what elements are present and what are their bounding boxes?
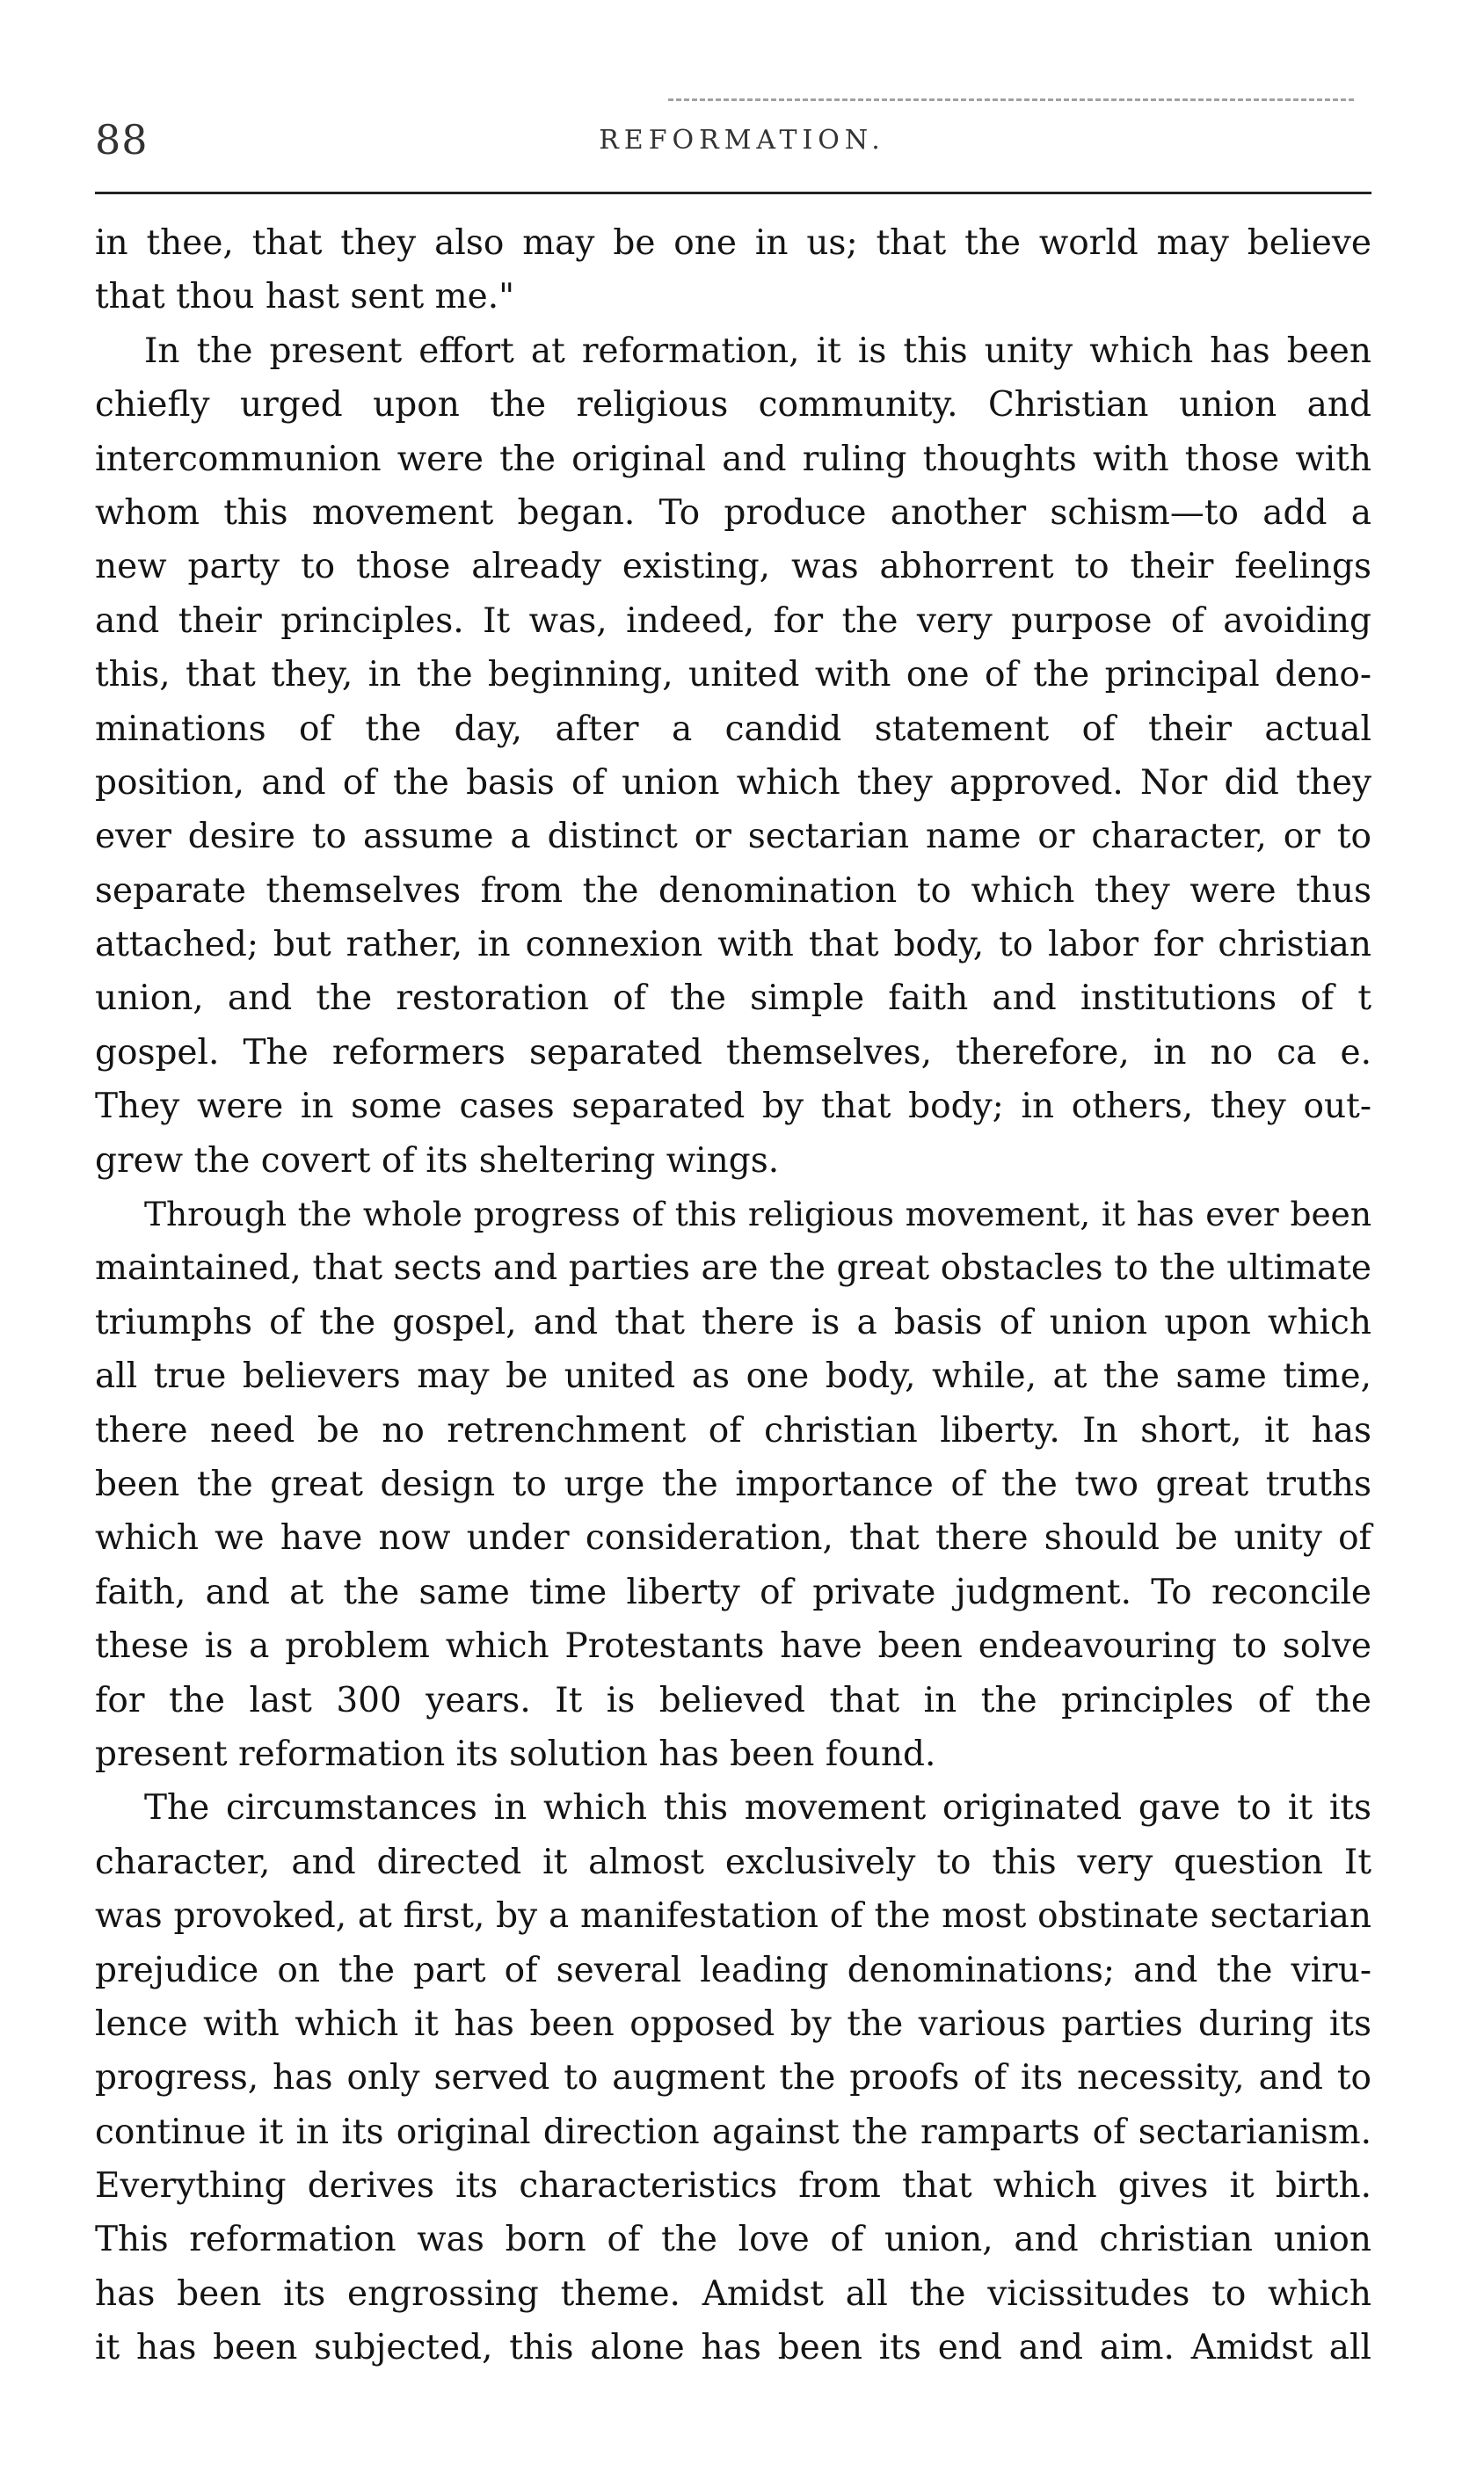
- text-line: chiefly urged upon the religious community. Christian union and: [95, 385, 1371, 425]
- text-line: was provoked, at first, by a manifestation of the most obstinate sectarian: [95, 1896, 1371, 1937]
- text-line: which we have now under consideration, that there should be unity of: [95, 1518, 1371, 1559]
- text-line: Through the whole progress of this religious movement, it has ever been: [144, 1195, 1371, 1234]
- text-line: and their principles. It was, indeed, for the very purpose of avoiding: [95, 600, 1371, 641]
- text-line: progress, has only served to augment the proofs of its necessity, and to: [95, 2058, 1371, 2098]
- text-line: This reformation was born of the love of union, and christian union: [95, 2220, 1371, 2260]
- text-line: whom this movement began. To produce another schism—to add a: [95, 492, 1371, 533]
- top-margin-rule: [668, 98, 1354, 101]
- text-line: separate themselves from the denomination to which they were thus: [95, 870, 1371, 911]
- body-text: [95, 216, 1371, 2375]
- text-line: minations of the day, after a candid statement of their actual: [95, 709, 1371, 749]
- text-line: maintained, that sects and parties are the great obstacles to the ultimate: [95, 1248, 1371, 1289]
- text-line: ever desire to assume a distinct or sectarian name or character, or to: [95, 817, 1371, 857]
- text-line: this, that they, in the beginning, united with one of the principal deno-: [95, 655, 1371, 695]
- text-line: present reformation its solution has been found.: [95, 1734, 936, 1774]
- text-line: character, and directed it almost exclusively to this very question It: [95, 1842, 1371, 1882]
- text-line: new party to those already existing, was abhorrent to their feelings: [95, 547, 1371, 587]
- text-line: triumphs of the gospel, and that there is a basis of union upon which: [95, 1302, 1371, 1342]
- text-line: continue it in its original direction against the ramparts of sectarianism.: [95, 2112, 1371, 2152]
- text-line: it has been subjected, this alone has been its end and aim. Amidst all: [95, 2328, 1371, 2368]
- text-line: all true believers may be united as one body, while, at the same time,: [95, 1356, 1371, 1397]
- text-line: The circumstances in which this movement originated gave to it its: [144, 1788, 1371, 1829]
- text-line: In the present effort at reformation, it is this unity which has been: [144, 331, 1371, 371]
- running-head: REFORMATION.: [599, 125, 885, 156]
- text-line: Everything derives its characteristics from that which gives it birth.: [95, 2166, 1371, 2207]
- text-line: these is a problem which Protestants have been endeavouring to solve: [95, 1626, 1371, 1667]
- text-line: prejudice on the part of several leading denominations; and the viru-: [95, 1950, 1371, 1990]
- text-line: grew the covert of its sheltering wings.: [95, 1140, 780, 1181]
- header-rule: [95, 192, 1371, 194]
- text-line: gospel. The reformers separated themselves, therefore, in no ca e.: [95, 1032, 1371, 1073]
- text-line: intercommunion were the original and ruling thoughts with those with: [95, 439, 1371, 479]
- text-line: faith, and at the same time liberty of private judgment. To reconcile: [95, 1572, 1371, 1612]
- text-line: They were in some cases separated by that body; in others, they out-: [95, 1087, 1371, 1127]
- text-line: that thou hast sent me.": [95, 277, 515, 317]
- text-line: been the great design to urge the importance of the two great truths: [95, 1464, 1371, 1504]
- text-line: attached; but rather, in connexion with that body, to labor for christian: [95, 925, 1371, 965]
- text-line: position, and of the basis of union which they approved. Nor did they: [95, 762, 1371, 803]
- text-line: there need be no retrenchment of christian liberty. In short, it has: [95, 1410, 1371, 1451]
- text-line: has been its engrossing theme. Amidst all the vicissitudes to which: [95, 2273, 1371, 2314]
- text-line: in thee, that they also may be one in us; that the world may believe: [95, 223, 1371, 263]
- text-line: union, and the restoration of the simple faith and institutions of t: [95, 978, 1371, 1019]
- text-line: lence with which it has been opposed by the various parties during its: [95, 2004, 1371, 2044]
- text-line: for the last 300 years. It is believed that in the principles of the: [95, 1680, 1371, 1720]
- page-number: 88: [95, 116, 149, 164]
